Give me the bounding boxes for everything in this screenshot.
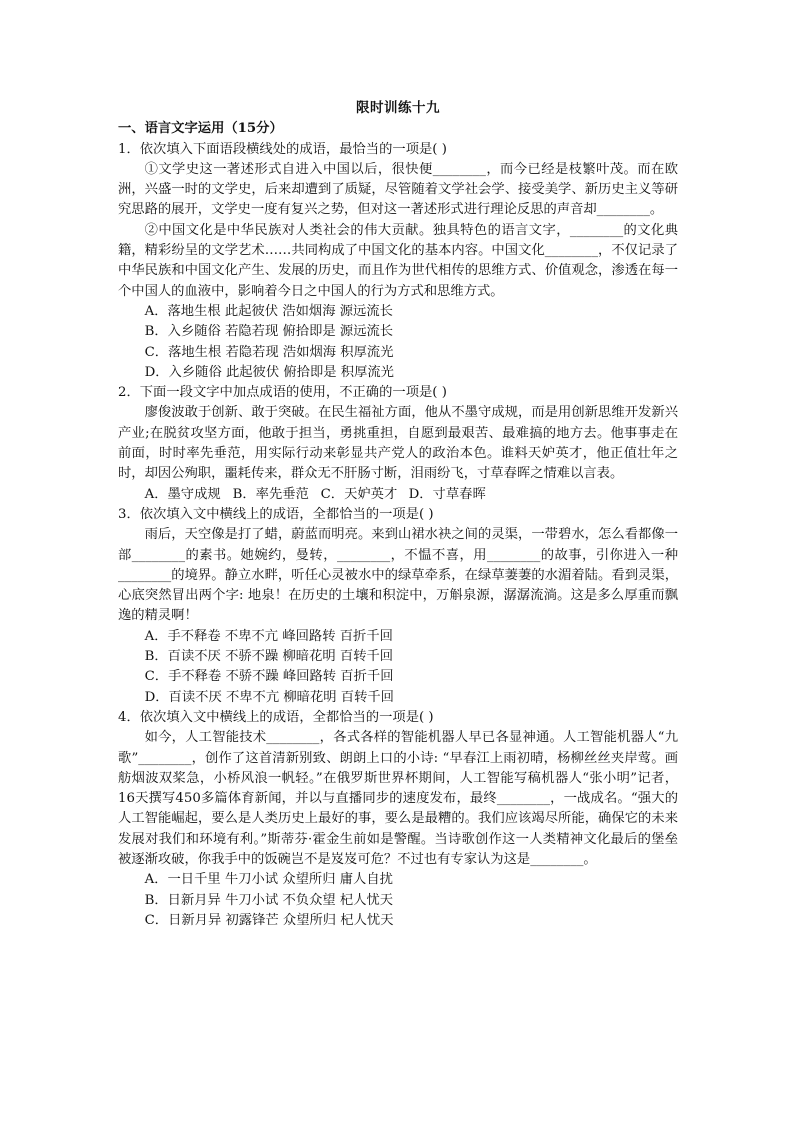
question-stem: 3．依次填入文中横线上的成语，全都恰当的一项是( ) bbox=[118, 506, 434, 522]
option-c: C．天妒英才 bbox=[320, 486, 398, 502]
option-b: B．率先垂范 bbox=[232, 486, 309, 502]
option-b: B．日新月异 牛刀小试 不负众望 杞人忧天 bbox=[144, 892, 394, 908]
option-d: D．百读不厌 不卑不亢 柳暗花明 百转千回 bbox=[144, 689, 394, 705]
option-c: C．落地生根 若隐若现 浩如烟海 积厚流光 bbox=[144, 344, 394, 360]
option-a: A．一日千里 牛刀小试 众望所归 庸人自扰 bbox=[144, 872, 393, 888]
option-list bbox=[118, 627, 678, 708]
question-paragraph: 如今，人工智能技术________，各式各样的智能机器人早已各显神通。人工智能机器人“九歌”________，创作了这首清新别致、朗朗上口的小诗: “早春江上雨初晴，杨柳丝丝夹岸莺。画舫烟波双桨急，小桥风浪一帆轻。”在俄罗斯世界杯期间，人工智能写稿机器人“张小明”记者，16天撰写450多篇体育新闻，并以与直播同步的速度发布，最终________，一战成名。“强大的人工智能崛起，要么是人类历史上最好的事，要么是最糟的。我们应该竭尽所能，确保它的未来发展对我们和环境有利。”斯蒂芬·霍金生前如是警醒。当诗歌创作这一人类精神文化最后的堡垒被逐渐攻破，你我手中的饭碗岂不是岌岌可危？不过也有专家认为这是________。 bbox=[118, 730, 678, 867]
option-list bbox=[118, 485, 678, 505]
option-a: A．手不释卷 不卑不亢 峰回路转 百折千回 bbox=[144, 628, 393, 644]
question-stem: 1．依次填入下面语段横线处的成语，最恰当的一项是( ) bbox=[118, 141, 447, 157]
question-stem: 4．依次填入文中横线上的成语，全都恰当的一项是( ) bbox=[118, 709, 434, 725]
document-page bbox=[118, 98, 678, 931]
option-b: B．百读不厌 不骄不躁 柳暗花明 百转千回 bbox=[144, 649, 394, 665]
option-d: D．入乡随俗 此起彼伏 俯拾即是 积厚流光 bbox=[144, 364, 394, 380]
question-4 bbox=[118, 708, 678, 931]
option-d: D．寸草春晖 bbox=[408, 486, 486, 502]
question-paragraph: 廖俊波敢于创新、敢于突破。在民生福祉方面，他从不墨守成规，而是用创新思维开发新兴产业;在脱贫攻坚方面，他敢于担当，勇挑重担，自愿到最艰苦、最难搞的地方去。他事事走在前面，时时率先垂范，用实际行动来彰显共产党人的政治本色。谁料天妒英才，他正值壮年之时，却因公殉职，噩耗传来，群众无不肝肠寸断，泪雨纷飞，寸草春晖之情难以言表。 bbox=[118, 405, 678, 482]
option-list bbox=[118, 302, 678, 383]
question-stem: 2．下面一段文字中加点成语的使用，不正确的一项是( ) bbox=[118, 385, 447, 401]
option-c: C．日新月异 初露锋芒 众望所归 杞人忧天 bbox=[144, 912, 394, 928]
option-a: A．墨守成规 bbox=[144, 486, 221, 502]
question-paragraph: ①文学史这一著述形式自进入中国以后，很快便________，而今已经是枝繁叶茂。而在欧洲，兴盛一时的文学史，后来却遭到了质疑，尽管随着文学社会学、接受美学、新历史主义等研究思路的展开，文学史一度有复兴之势，但对这一著述形式进行理论反思的声音却________。 bbox=[118, 161, 678, 218]
option-c: C．手不释卷 不骄不躁 峰回路转 百折千回 bbox=[144, 669, 394, 685]
option-list bbox=[118, 870, 678, 931]
question-paragraph: 雨后，天空像是打了蜡，蔚蓝而明亮。来到山裙水袂之间的灵渠，一带碧水，怎么看都像一部________的素书。她婉约，曼转，________，不愠不喜，用________的故事，引你进入一种________的境界。静立水畔，听任心灵被水中的绿草牵系，在绿草萋萋的水湄着陆。看到灵渠，心底突然冒出两个字: 地泉！在历史的土壤和积淀中，万斛泉源，潺潺流淌。这是多么厚重而飘逸的精灵啊！ bbox=[118, 527, 678, 624]
option-a: A．落地生根 此起彼伏 浩如烟海 源远流长 bbox=[144, 303, 393, 319]
question-1 bbox=[118, 140, 678, 384]
section-heading: 一、语言文字运用（15分） bbox=[118, 121, 283, 137]
question-3 bbox=[118, 505, 678, 708]
question-paragraph: ②中国文化是中华民族对人类社会的伟大贡献。独具特色的语言文字，________的文化典籍，精彩纷呈的文学艺术……共同构成了中国文化的基本内容。中国文化________，不仅记录了中华民族和中国文化产生、发展的历史，而且作为世代相传的思维方式、价值观念，渗透在每一个中国人的血液中，影响着今日之中国人的行为方式和思维方式。 bbox=[118, 222, 678, 299]
option-b: B．入乡随俗 若隐若现 俯拾即是 源远流长 bbox=[144, 324, 394, 340]
question-2 bbox=[118, 383, 678, 505]
document-title: 限时训练十九 bbox=[356, 100, 440, 116]
